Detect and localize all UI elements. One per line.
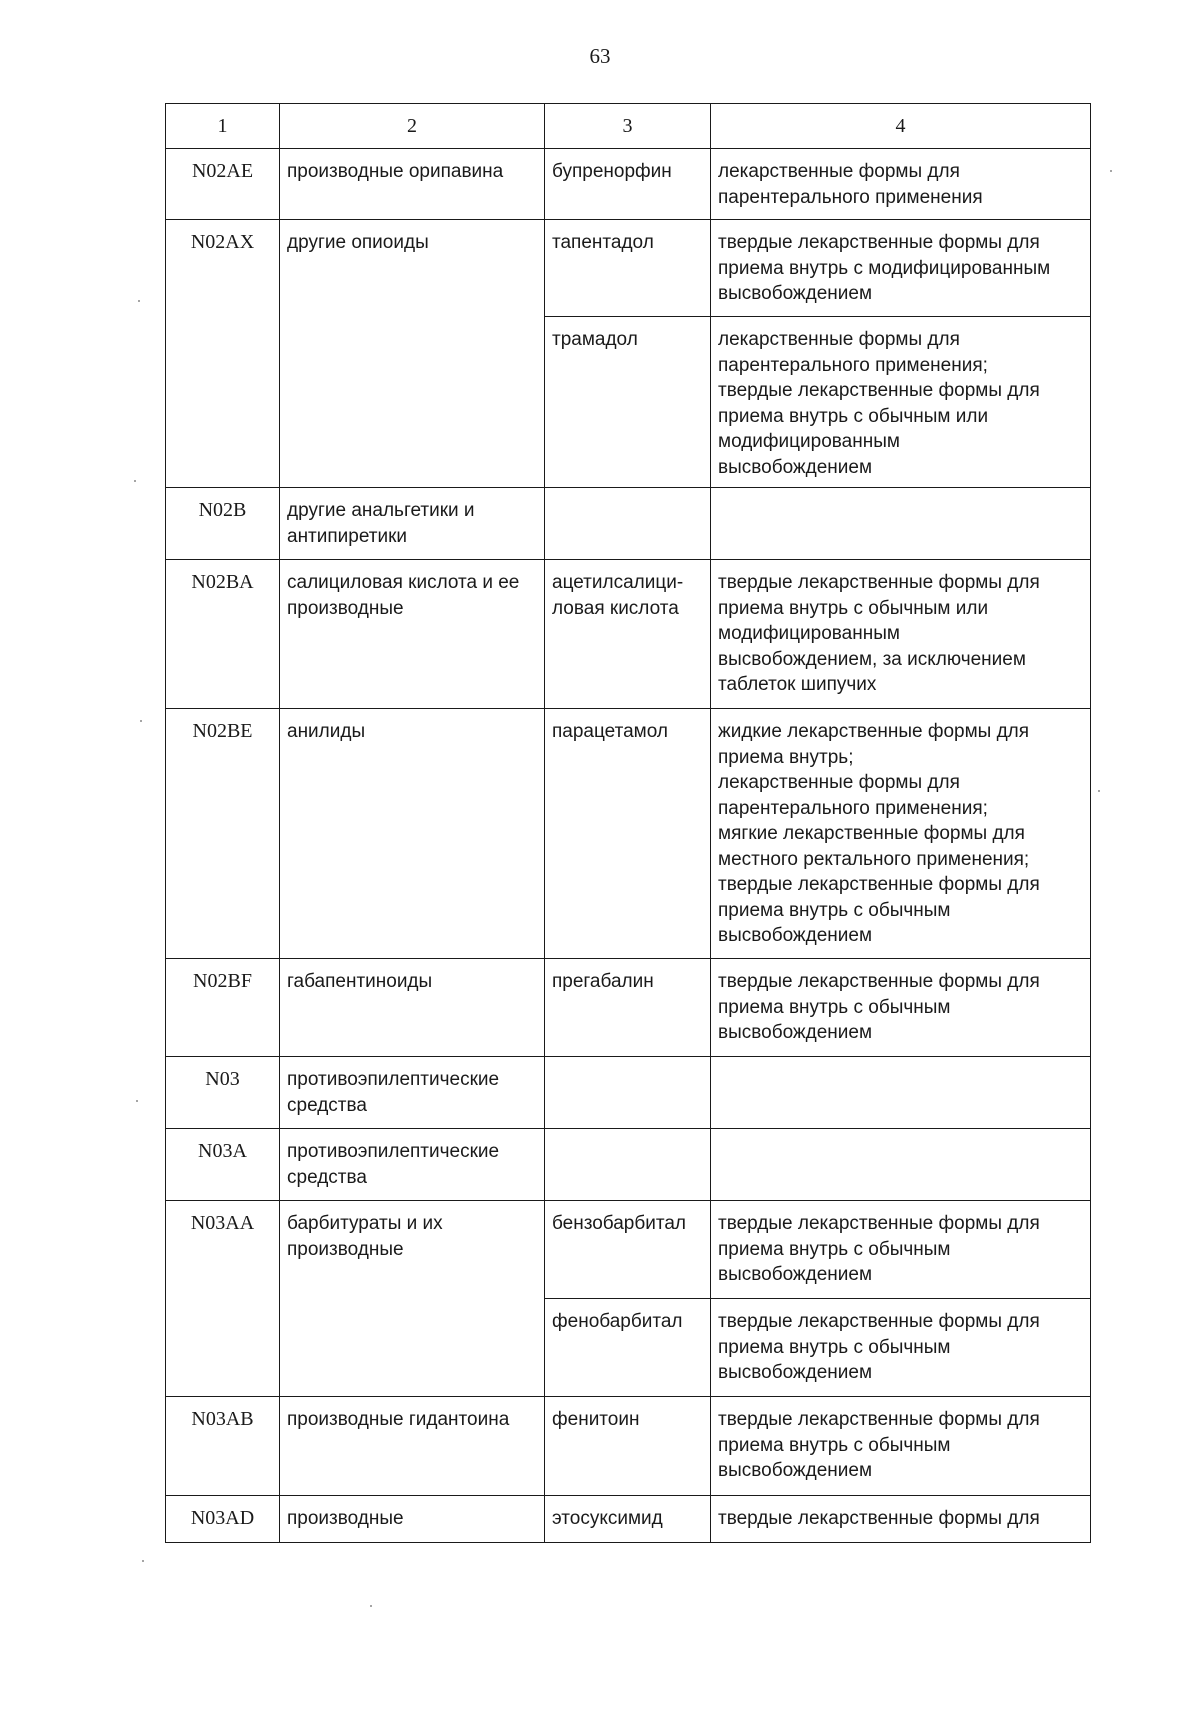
atc-code-cell: N02BE [166, 709, 280, 959]
drug-cell: бензобарбитал [545, 1201, 711, 1299]
group-cell: барбитураты и их производные [280, 1201, 545, 1397]
dosage-form-cell: твердые лекарственные формы для приема внутрь с обычным или модифицированным высвобождением, за исключением таблеток шипучих [711, 560, 1091, 709]
table-row [166, 709, 1091, 959]
group-cell: другие анальгетики и антипиретики [280, 488, 545, 560]
drug-cell: парацетамол [545, 709, 711, 959]
dosage-form-cell: лекарственные формы для парентерального применения [711, 149, 1091, 220]
atc-code-cell: N03AB [166, 1397, 280, 1496]
scan-speck [1098, 790, 1100, 792]
table-header-row [166, 104, 1091, 149]
atc-code-cell: N03AA [166, 1201, 280, 1397]
scan-speck [370, 1605, 372, 1607]
group-cell: противоэпилептические средства [280, 1129, 545, 1201]
dosage-form-cell: жидкие лекарственные формы для приема внутрь; лекарственные формы для парентерального применения; мягкие лекарственные формы для местного ректального применения; твердые лекарственные формы для приема внутрь с обычным высвобождением [711, 709, 1091, 959]
atc-code-cell: N03A [166, 1129, 280, 1201]
drug-cell: бупренорфин [545, 149, 711, 220]
drug-cell: этосуксимид [545, 1496, 711, 1543]
drug-cell [545, 1057, 711, 1129]
atc-code-cell: N03AD [166, 1496, 280, 1543]
drug-cell [545, 488, 711, 560]
drug-table [165, 103, 1091, 1543]
table-row [166, 1129, 1091, 1201]
scan-speck [1110, 170, 1112, 172]
column-header-1: 1 [166, 104, 280, 149]
drug-cell: фенобарбитал [545, 1299, 711, 1397]
dosage-form-cell: твердые лекарственные формы для приема внутрь с обычным высвобождением [711, 1397, 1091, 1496]
scan-speck [140, 720, 142, 722]
group-cell: салициловая кислота и ее производные [280, 560, 545, 709]
drug-cell: фенитоин [545, 1397, 711, 1496]
dosage-form-cell [711, 1129, 1091, 1201]
group-cell: производные орипавина [280, 149, 545, 220]
dosage-form-cell: твердые лекарственные формы для приема внутрь с обычным высвобождением [711, 1299, 1091, 1397]
dosage-form-cell: лекарственные формы для парентерального применения; твердые лекарственные формы для приема внутрь с обычным или модифицированным высвобождением [711, 317, 1091, 488]
group-cell: противоэпилептические средства [280, 1057, 545, 1129]
group-cell: анилиды [280, 709, 545, 959]
atc-code-cell: N02AE [166, 149, 280, 220]
table-row [166, 488, 1091, 560]
table-row [166, 1496, 1091, 1543]
table-row [166, 1057, 1091, 1129]
drug-cell: трамадол [545, 317, 711, 488]
table-row [166, 149, 1091, 220]
atc-code-cell: N02B [166, 488, 280, 560]
scan-speck [138, 300, 140, 302]
dosage-form-cell [711, 488, 1091, 560]
group-cell: производные [280, 1496, 545, 1543]
scan-speck [142, 1560, 144, 1562]
drug-cell: прегабалин [545, 959, 711, 1057]
column-header-4: 4 [711, 104, 1091, 149]
atc-code-cell: N02AX [166, 220, 280, 488]
group-cell: габапентиноиды [280, 959, 545, 1057]
table-row [166, 560, 1091, 709]
atc-code-cell: N02BF [166, 959, 280, 1057]
column-header-3: 3 [545, 104, 711, 149]
drug-cell: ацетилсалици- ловая кислота [545, 560, 711, 709]
dosage-form-cell: твердые лекарственные формы для [711, 1496, 1091, 1543]
drug-cell: тапентадол [545, 220, 711, 317]
dosage-form-cell: твердые лекарственные формы для приема внутрь с обычным высвобождением [711, 959, 1091, 1057]
group-cell: производные гидантоина [280, 1397, 545, 1496]
column-header-2: 2 [280, 104, 545, 149]
atc-code-cell: N03 [166, 1057, 280, 1129]
table-row [166, 959, 1091, 1057]
table-row [166, 220, 1091, 317]
scan-speck [136, 1100, 138, 1102]
group-cell: другие опиоиды [280, 220, 545, 488]
table-row [166, 1201, 1091, 1299]
dosage-form-cell [711, 1057, 1091, 1129]
dosage-form-cell: твердые лекарственные формы для приема внутрь с модифицированным высвобождением [711, 220, 1091, 317]
scan-speck [134, 480, 136, 482]
table-row [166, 1397, 1091, 1496]
dosage-form-cell: твердые лекарственные формы для приема внутрь с обычным высвобождением [711, 1201, 1091, 1299]
page-number: 63 [589, 44, 611, 68]
atc-code-cell: N02BA [166, 560, 280, 709]
drug-cell [545, 1129, 711, 1201]
